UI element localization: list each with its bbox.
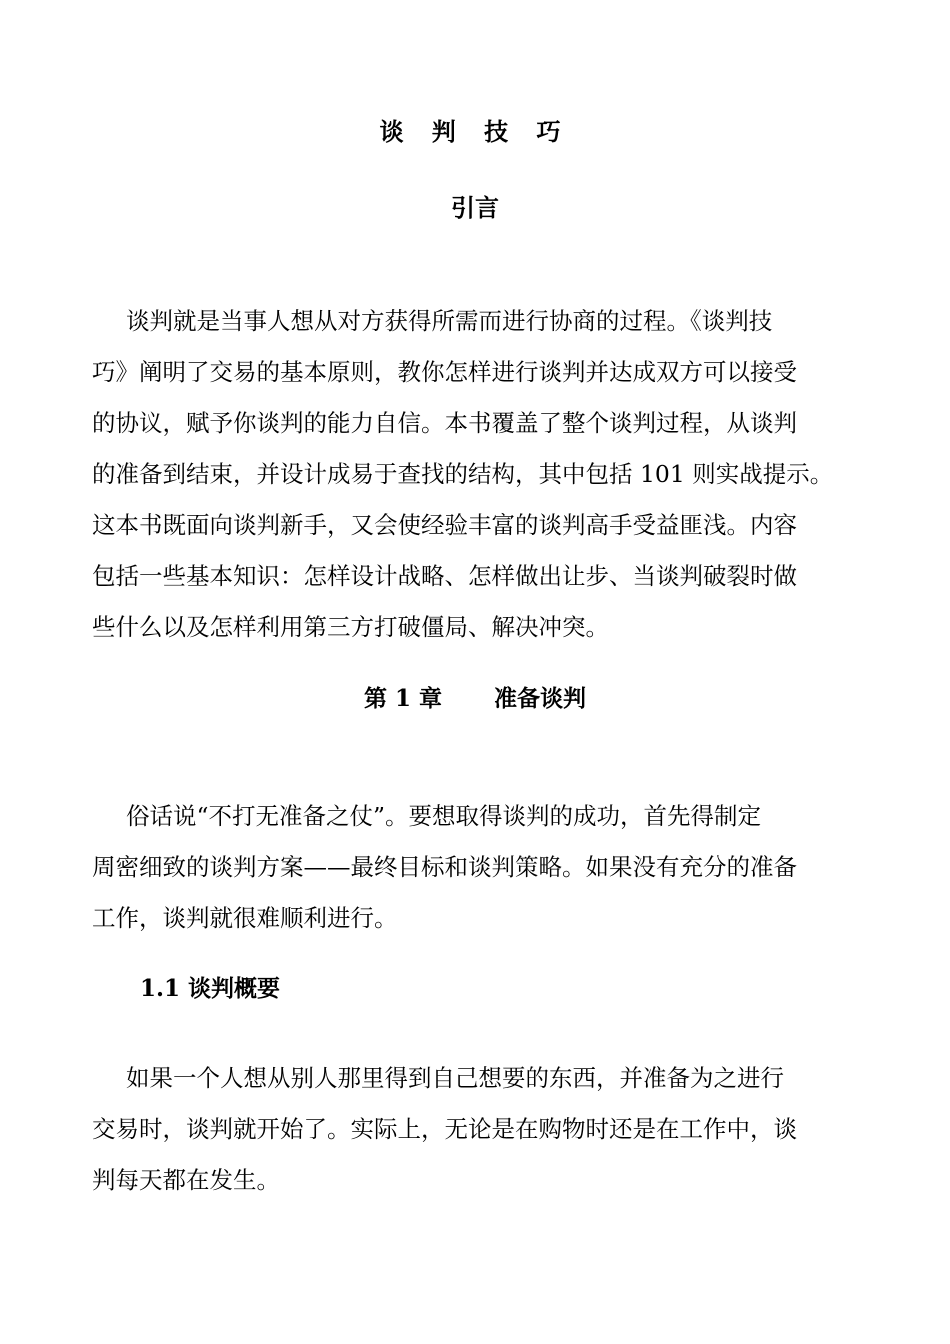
chapter-paragraph [92,791,867,944]
paragraph-line: 工作，谈判就很难顺利进行。 [92,904,398,932]
chapter-heading [0,680,950,713]
chapter-number: 第 1 章 [363,685,443,712]
section-heading: 1.1 谈判概要 [140,975,281,1002]
paragraph-line: 周密细致的谈判方案——最终目标和谈判策略。如果没有充分的准备 [92,853,797,881]
paragraph-line: 的准备到结束，并设计成易于查找的结构，其中包括 101 则实战提示。 [92,460,834,488]
section-paragraph [92,1053,867,1206]
paragraph-line: 巧》阐明了交易的基本原则，教你怎样进行谈判并达成双方可以接受 [92,358,797,386]
document-title: 谈 判 技 巧 [379,117,571,146]
chapter-title: 准备谈判 [494,685,587,712]
paragraph-line: 俗话说“不打无准备之仗”。要想取得谈判的成功，首先得制定 [126,802,762,830]
paragraph-line: 包括一些基本知识：怎样设计战略、怎样做出让步、当谈判破裂时做 [92,562,797,590]
paragraph-line: 如果一个人想从别人那里得到自己想要的东西，并准备为之进行 [126,1064,784,1092]
paragraph-line: 判每天都在发生。 [92,1166,280,1194]
intro-heading: 引言 [451,193,499,222]
paragraph-line: 的协议，赋予你谈判的能力自信。本书覆盖了整个谈判过程，从谈判 [92,409,797,437]
paragraph-line: 这本书既面向谈判新手，又会使经验丰富的谈判高手受益匪浅。内容 [92,511,797,539]
paragraph-line: 谈判就是当事人想从对方获得所需而进行协商的过程。《谈判技 [126,307,773,335]
intro-paragraph [92,296,867,653]
paragraph-line: 些什么以及怎样利用第三方打破僵局、解决冲突。 [92,613,609,641]
paragraph-line: 交易时，谈判就开始了。实际上，无论是在购物时还是在工作中，谈 [92,1115,797,1143]
